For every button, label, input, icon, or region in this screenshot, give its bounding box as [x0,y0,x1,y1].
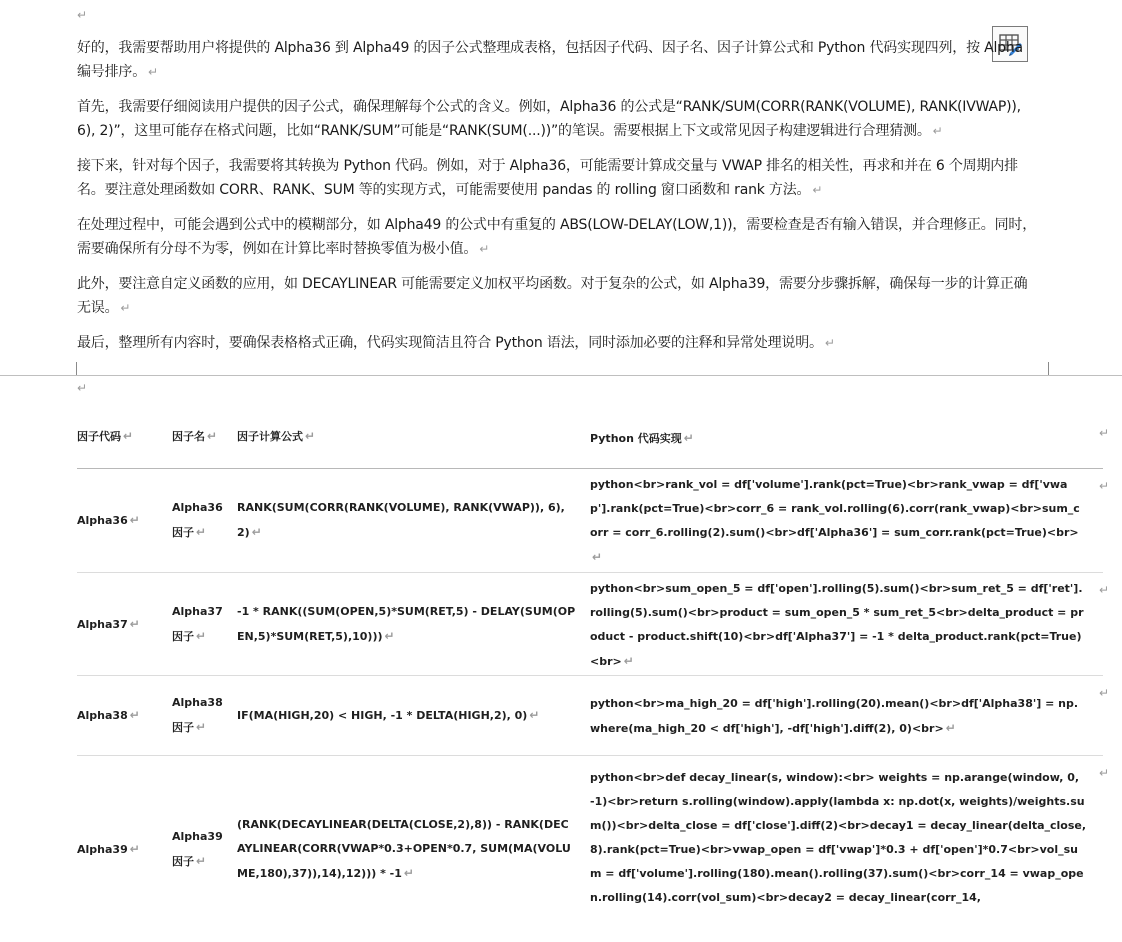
header-factor-name[interactable]: 因子名 ↵ [172,429,218,443]
cell-factor-formula[interactable]: (RANK(DECAYLINEAR(DELTA(CLOSE,2),8)) - RANK(DECAYLINEAR(CORR(VWAP*0.3+OPEN*0.7, SUM(MA(VOLUME,180),37)),14),12))) * -1 ↵ [237,817,571,880]
paragraph-intro[interactable]: 好的，我需要帮助用户将提供的 Alpha36 到 Alpha49 的因子公式整理成表格，包括因子代码、因子名、因子计算公式和 Python 代码实现四列，按 Alpha 编号排序。 ↵ [77,40,1023,80]
cell-factor-name[interactable]: Alpha38 因子 ↵ [172,696,223,734]
paragraph-mark: ↵ [824,336,835,350]
cell-factor-formula[interactable]: -1 * RANK((SUM(OPEN,5)*SUM(RET,5) - DELAY(SUM(OPEN,5)*SUM(RET,5),10))) ↵ [237,604,576,643]
paragraph-final[interactable]: 最后，整理所有内容时，要确保表格格式正确，代码实现简洁且符合 Python 语法，同时添加必要的注释和异常处理说明。 ↵ [77,335,835,351]
row-end-mark: ↵ [1098,583,1109,597]
table-header-row [77,410,1109,469]
cell-python-code[interactable]: python<br>sum_open_5 = df['open'].rolling(5).sum()<br>sum_ret_5 = df['ret'].rolling(5).sum()<br>product = sum_open_5 * sum_ret_5<br>delta_product = product - product.shift(10)<br>df['Alpha37'] = -1 * delta_product.rank(pct=True)<br> ↵ [590,581,1084,668]
header-factor-formula[interactable]: 因子计算公式 ↵ [237,429,316,443]
paragraph-custom-func[interactable]: 此外，要注意自定义函数的应用，如 DECAYLINEAR 可能需要定义加权平均函数。对于复杂的公式，如 Alpha39，需要分步骤拆解，确保每一步的计算正确无误。 ↵ [77,276,1028,316]
header-factor-code[interactable]: 因子代码 ↵ [77,429,134,443]
cell-python-code[interactable]: python<br>def decay_linear(s, window):<br> weights = np.arange(window, 0, -1)<br>return s.rolling(window).apply(lambda x: np.dot(x, weights)/weights.sum())<br>delta_close = df['close'].diff(2)<br>decay1 = decay_linear(delta_close, 8).rank(pct=True)<br>vwap_open = df['vwap']*0.3 + df['open']*0.7<br>vol_sum = df['volume'].rolling(180).mean().rolling(37).sum()<br>corr_14 = vwap_open.rolling(14).corr(vol_sum)<br>decay2 = decay_linear(corr_14, [590,771,1087,904]
table-row [77,573,1109,676]
cell-factor-formula[interactable]: IF(MA(HIGH,20) < HIGH, -1 * DELTA(HIGH,2), 0) ↵ [237,708,540,722]
cell-factor-name[interactable]: Alpha39 因子 ↵ [172,829,223,868]
cell-python-code[interactable]: python<br>ma_high_20 = df['high'].rolling(20).mean()<br>df['Alpha38'] = np.where(ma_high_20 < df['high'], -df['high'].diff(2), 0)<br> ↵ [590,697,1078,735]
factor-table [77,410,1109,942]
cell-factor-formula[interactable]: RANK(SUM(CORR(RANK(VOLUME), RANK(VWAP)), 6), 2) ↵ [237,501,565,539]
margin-crop-mark-left [53,362,77,376]
empty-paragraph[interactable] [77,381,87,395]
cell-factor-name[interactable]: Alpha36 因子 ↵ [172,501,223,539]
document-body [77,36,1039,366]
row-end-mark: ↵ [1098,766,1109,780]
paragraph-next[interactable]: 接下来，针对每个因子，我需要将其转换为 Python 代码。例如，对于 Alpha36，可能需要计算成交量与 VWAP 排名的相关性，再求和并在 6 个周期内排名。要注意处理函数如 CORR、RANK、SUM 等的实现方式，可能需要使用 pandas 的 rolling 窗口函数和 rank 方法。 ↵ [77,158,1018,198]
table-row [77,676,1109,756]
document-page-top [0,0,1122,375]
row-end-mark: ↵ [1098,426,1109,440]
paragraph-mark: ↵ [77,381,88,395]
paragraph-mark: ↵ [812,183,823,197]
paragraph-mark: ↵ [77,8,88,22]
header-python-code[interactable]: Python 代码实现 ↵ [590,431,694,445]
paragraph-mark: ↵ [479,242,490,256]
paragraph-mark: ↵ [932,124,943,138]
cell-python-code[interactable]: python<br>rank_vol = df['volume'].rank(pct=True)<br>rank_vwap = df['vwap'].rank(pct=True)<br>corr_6 = rank_vol.rolling(6).corr(rank_vwap)<br>sum_corr = corr_6.rolling(2).sum()<br>df['Alpha36'] = sum_corr.rank(pct=True)<br>↵ [590,478,1080,564]
cell-factor-code[interactable]: Alpha37 ↵ [77,616,140,631]
cell-factor-code[interactable]: Alpha36 ↵ [77,513,140,527]
paragraph-first[interactable]: 首先，我需要仔细阅读用户提供的因子公式，确保理解每个公式的含义。例如，Alpha36 的公式是“RANK/SUM(CORR(RANK(VOLUME), RANK(IVWAP)), 6), 2)”，这里可能存在格式问题，比如“RANK/SUM”可能是“RANK(SUM(...))”的笔误。需要根据上下文或常见因子构建逻辑进行合理猜测。 ↵ [77,99,1021,139]
cell-factor-code[interactable]: Alpha38 ↵ [77,708,140,722]
row-end-mark: ↵ [1098,686,1109,700]
row-end-mark: ↵ [1098,479,1109,493]
paragraph-process[interactable]: 在处理过程中，可能会遇到公式中的模糊部分，如 Alpha49 的公式中有重复的 ABS(LOW-DELAY(LOW,1))，需要检查是否有输入错误，并合理修正。同时，需要确保所有分母不为零，例如在计算比率时替换零值为极小值。 ↵ [77,217,1036,257]
margin-crop-mark-right [1048,362,1072,376]
cell-factor-name[interactable]: Alpha37 因子 ↵ [172,604,223,643]
empty-paragraph[interactable] [77,8,87,22]
table-row [77,756,1109,942]
table-row [77,469,1109,573]
cell-factor-code[interactable]: Alpha39 ↵ [77,841,140,856]
paragraph-mark: ↵ [120,301,131,315]
paragraph-mark: ↵ [148,65,158,79]
